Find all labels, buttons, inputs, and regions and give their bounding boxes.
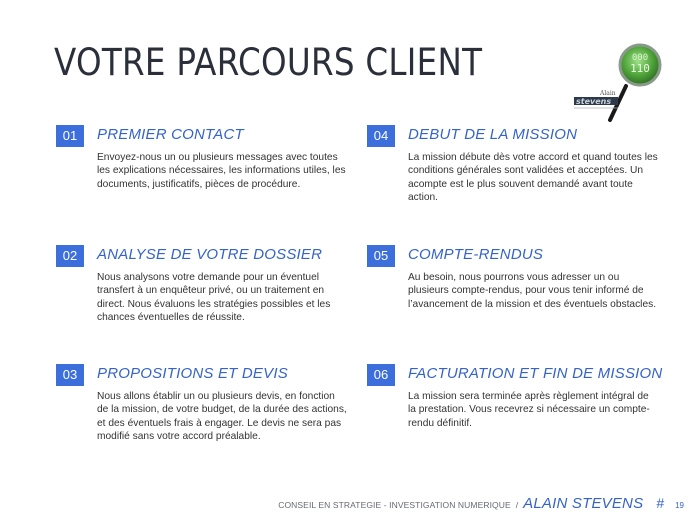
footer-separator: /: [515, 500, 519, 510]
step-number-badge: 02: [56, 245, 84, 267]
svg-text:000: 000: [631, 53, 649, 63]
step-body: La mission débute dès votre accord et quand toutes les conditions générales sont validées et acceptées. Un acompte est le plus souvent demandé avant toute action.: [408, 152, 658, 204]
footer-brand: ALAIN STEVENS: [523, 495, 644, 512]
page-title: VOTRE PARCOURS CLIENT: [54, 41, 483, 84]
step-heading: COMPTE-RENDUS: [408, 246, 544, 263]
footer: [278, 495, 684, 512]
magnifying-glass-icon: [560, 38, 670, 128]
page-number: 19: [675, 501, 684, 510]
svg-text:Alain: Alain: [600, 90, 616, 97]
step-heading: PREMIER CONTACT: [97, 126, 244, 143]
logo: [560, 38, 670, 128]
step-number-badge: 04: [367, 125, 395, 147]
step-heading: PROPOSITIONS ET DEVIS: [97, 365, 288, 382]
step-body: Nous allons établir un ou plusieurs devis, en fonction de la mission, de votre budget, de la durée des actions, et des éventuels frais à engager. Le devis ne sera pas modifié sans votre accord préalable.: [97, 391, 347, 443]
svg-text:stevens: stevens: [576, 97, 612, 106]
step-heading: ANALYSE DE VOTRE DOSSIER: [97, 246, 323, 263]
step-number-badge: 03: [56, 364, 84, 386]
step-heading: FACTURATION ET FIN DE MISSION: [408, 365, 663, 382]
hash-icon: #: [656, 495, 665, 511]
step-body: Nous analysons votre demande pour un éventuel transfert à un enquêteur privé, ou un traitement en direct. Nous évaluons les stratégies possibles et les chances éventuelles de réussite.: [97, 272, 331, 324]
step-body: La mission sera terminée après règlement intégral de la prestation. Vous recevrez si nécessaire un compte-rendu définitif.: [408, 391, 650, 429]
step-body: Au besoin, nous pourrons vous adresser un ou plusieurs compte-rendus, pour vous tenir informé de l’avancement de la mission et des éventuels obstacles.: [408, 272, 657, 310]
step-number-badge: 01: [56, 125, 84, 147]
step-number-badge: 05: [367, 245, 395, 267]
step-heading: DEBUT DE LA MISSION: [408, 126, 578, 143]
step-body: Envoyez-nous un ou plusieurs messages avec toutes les explications nécessaires, les informations utiles, les documents, justificatifs, pièces de procédure.: [97, 152, 346, 190]
svg-text:110: 110: [630, 62, 650, 75]
footer-tagline: CONSEIL EN STRATEGIE - INVESTIGATION NUMERIQUE: [278, 500, 511, 510]
step-number-badge: 06: [367, 364, 395, 386]
